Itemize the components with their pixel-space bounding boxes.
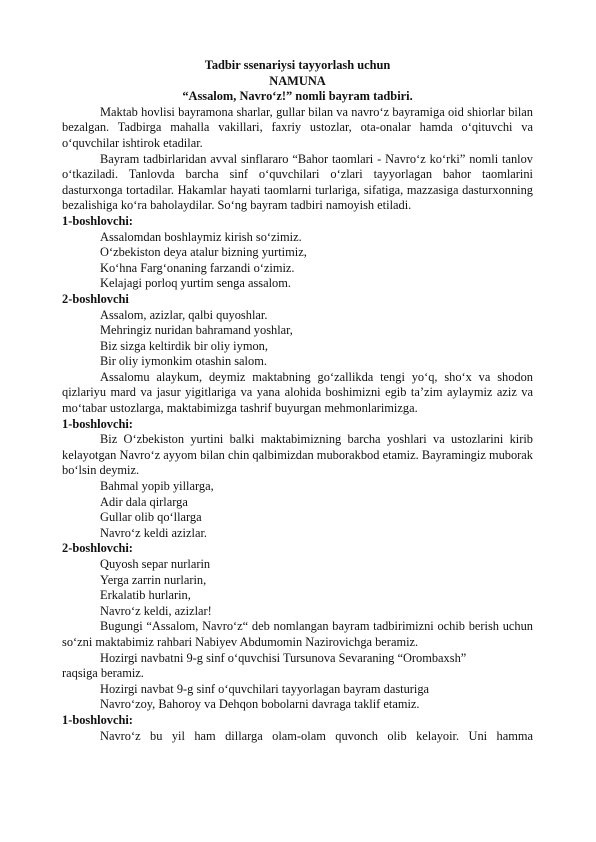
paragraph-6-line2: raqsiga beramiz. <box>62 666 144 681</box>
doc-header-line2: NAMUNA <box>269 73 326 88</box>
speaker-label-5: 1-boshlovchi: <box>62 712 133 727</box>
paragraph-7: Hozirgi navbat 9-g sinf o‘quvchilari tayyorlagan bayram dasturiga <box>100 681 430 696</box>
verse-line: Bahmal yopib yillarga, <box>100 479 214 494</box>
verse-line: Bir oliy iymonkim otashin salom. <box>100 354 267 369</box>
verse-line: Gullar olib qo‘llarga <box>100 510 202 525</box>
paragraph-8: Navro‘zoy, Bahoroy va Dehqon bobolarni davraga taklif etamiz. <box>100 697 420 712</box>
paragraph-1: Maktab hovlisi bayramona sharlar, gullar bilan va navro‘z bayramiga oid shiorlar bilan bezalgan. Tadbirga mahalla vakillari, faxriy ustozlar, ota-onalar hamda o‘qituvchi va o‘quvchilar ishtirok etadilar. <box>62 104 533 150</box>
verse-line: O‘zbekiston deya atalur bizning yurtimiz, <box>100 245 307 260</box>
verse-line: Adir dala qirlarga <box>100 494 188 509</box>
paragraph-9: Navro‘z bu yil ham dillarga olam-olam quvonch olib kelayoir. Uni hamma <box>100 728 533 743</box>
document-page <box>62 58 533 744</box>
speaker-label-2: 2-boshlovchi <box>62 291 129 306</box>
verse-line: Navro‘z keldi azizlar. <box>100 525 207 540</box>
doc-title: “Assalom, Navro‘z!” nomli bayram tadbiri. <box>182 89 413 104</box>
verse-line: Navro‘z keldi, azizlar! <box>100 603 212 618</box>
verse-line: Mehringiz nuridan bahramand yoshlar, <box>100 323 293 338</box>
verse-line: Quyosh separ nurlarin <box>100 557 211 571</box>
speaker-label-1: 1-boshlovchi: <box>62 213 133 228</box>
paragraph-6-line1: Hozirgi navbatni 9-g sinf o‘quvchisi Tursunova Sevaraning “Orombaxsh” <box>100 650 467 665</box>
speaker-label-3: 1-boshlovchi: <box>62 416 133 431</box>
doc-header-line1: Tadbir ssenariysi tayyorlash uchun <box>204 58 391 72</box>
paragraph-5: Bugungi “Assalom, Navro‘z“ deb nomlangan bayram tadbirimizni ochib berish uchun so‘zni maktabimiz rahbari Nabiyev Abdumomin Nazirovichga beramiz. <box>62 619 533 649</box>
verse-line: Kelajagi porloq yurtim senga assalom. <box>100 276 291 291</box>
verse-line: Biz sizga keltirdik bir oliy iymon, <box>100 338 268 353</box>
paragraph-4: Biz O‘zbekiston yurtini balki maktabimizning barcha yoshlari va ustozlarini kirib kelayotgan Navro‘z ayyom bilan chin qalbimizdan muborakbod etamiz. Bayramingiz muborak bo‘lsin deymiz. <box>62 432 533 478</box>
paragraph-3: Assalomu alaykum, deymiz maktabning go‘zallikda tengi yo‘q, sho‘x va shodon qizlariyu mard va jasur yigitlariga va yana alohida boshimizni egib ta’zim aylaymiz aziz va mo‘tabar ustozlarga, maktabimizga tashrif buyurgan mehmonlarimizga. <box>62 369 533 416</box>
verse-line: Erkalatib hurlarin, <box>100 588 191 603</box>
verse-line: Ko‘hna Farg‘onaning farzandi o‘zimiz. <box>100 260 295 275</box>
paragraph-2: Bayram tadbirlaridan avval sinflararo “Bahor taomlari - Navro‘z ko‘rki” nomli tanlov o‘tkaziladi. Tanlovda barcha sinf o‘quvchilari o‘zlari tayyorlagan bahor taomlarini dasturxonga tortadilar. Hakamlar hayati taomlarni turlariga, sifatiga, mazzasiga dasturxonning bezalishiga ko‘ra baholaydilar. So‘ng bayram tadbiri namoyish etiladi. <box>62 151 533 213</box>
verse-line: Assalom, azizlar, qalbi quyoshlar. <box>100 307 268 322</box>
speaker-label-4: 2-boshlovchi: <box>62 541 133 556</box>
verse-line: Assalomdan boshlaymiz kirish so‘zimiz. <box>100 229 302 244</box>
verse-line: Yerga zarrin nurlarin, <box>100 572 207 587</box>
